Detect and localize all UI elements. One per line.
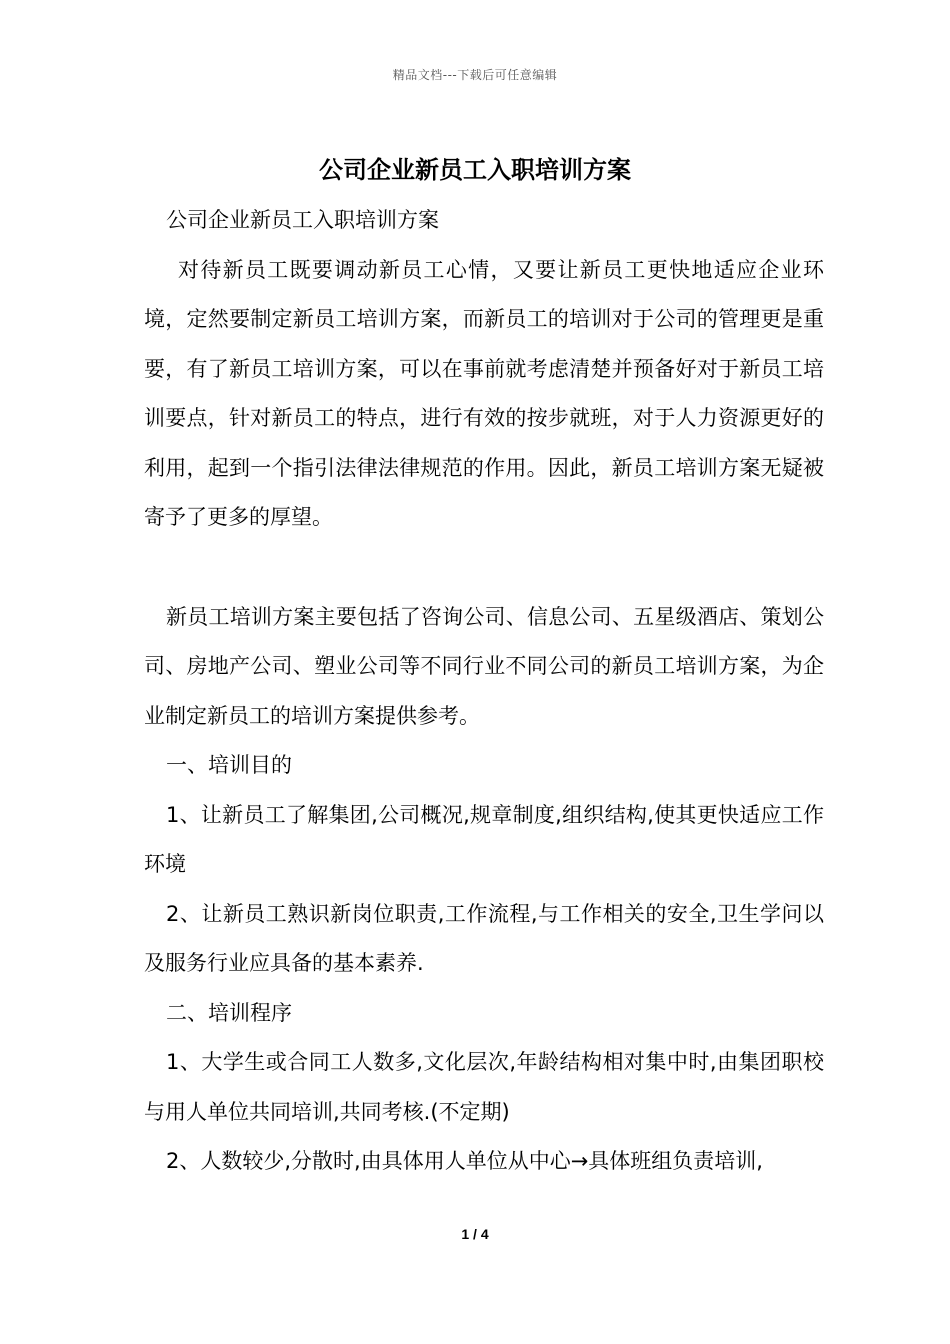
intro-paragraph: 对待新员工既要调动新员工心情，又要让新员工更快地适应企业环境，定然要制定新员工培训方案，而新员工的培训对于公司的管理更是重要，有了新员工培训方案，可以在事前就考虑清楚并预备好对于新员工培训要点，针对新员工的特点，进行有效的按步就班，对于人力资源更好的利用，起到一个指引法律法律规范的作用。因此，新员工培训方案无疑被寄予了更多的厚望。 — [144, 257, 824, 529]
section-heading-purpose: 一、培训目的 — [166, 753, 292, 777]
paragraph-spacer — [144, 543, 824, 593]
section-heading-procedure: 二、培训程序 — [166, 1000, 292, 1025]
document-body — [144, 196, 824, 1187]
list-item: 1、大学生或合同工人数多,文化层次,年龄结构相对集中时,由集团职校与用人单位共同培训,共同考核.(不定期) — [144, 1050, 824, 1124]
page-header-note: 精品文档---下载后可任意编辑 — [392, 68, 558, 82]
scope-paragraph: 新员工培训方案主要包括了咨询公司、信息公司、五星级酒店、策划公司、房地产公司、塑业公司等不同行业不同公司的新员工培训方案，为企业制定新员工的培训方案提供参考。 — [144, 604, 824, 728]
list-item: 2、人数较少,分散时,由具体用人单位从中心→具体班组负责培训, — [166, 1149, 763, 1173]
subtitle-paragraph: 公司企业新员工入职培训方案 — [166, 208, 439, 232]
document-title: 公司企业新员工入职培训方案 — [319, 156, 631, 184]
page-number: 1 / 4 — [461, 1226, 489, 1242]
list-item: 2、让新员工熟识新岗位职责,工作流程,与工作相关的安全,卫生学问以及服务行业应具备的基本素养. — [144, 901, 824, 975]
list-item: 1、让新员工了解集团,公司概况,规章制度,组织结构,使其更快适应工作环境 — [144, 802, 824, 876]
